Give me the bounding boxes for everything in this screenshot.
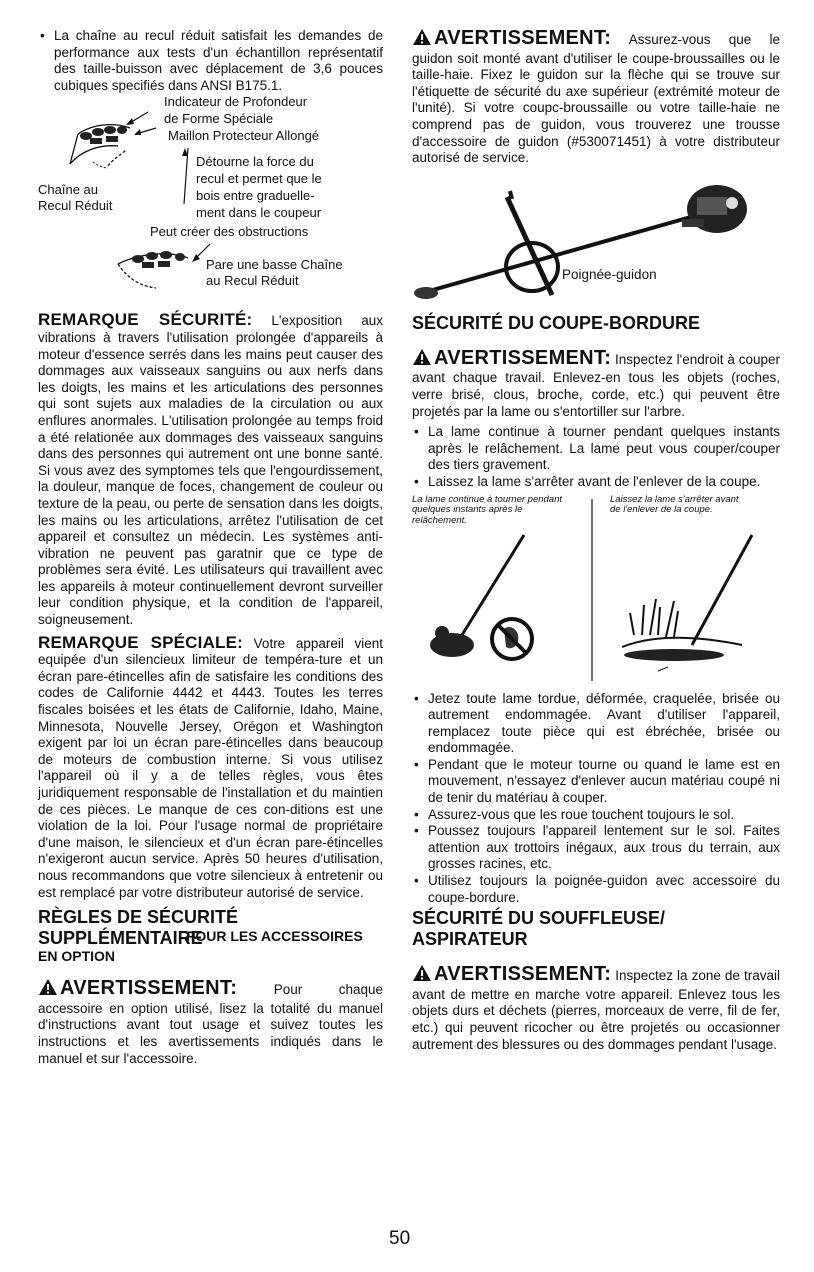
warning-triangle-icon (412, 964, 432, 987)
bullet-item: • Jetez toute lame tordue, déformée, craquelée, brisée ou autrement endommagée. Avant d'utiliser l'appareil, remplacez toute pièce qui est ébréchée, brisée ou endommagée. (412, 691, 780, 757)
label-maillon: Maillon Protecteur Allongé (168, 128, 320, 144)
avertissement-accessoires-paragraph (38, 978, 383, 1067)
label-peut: Peut créer des obstructions (150, 224, 309, 240)
remarque-securite-paragraph (38, 312, 383, 628)
securite-souffleuse-heading: SÉCURITÉ DU SOUFFLEUSE/ ASPIRATEUR (412, 908, 666, 950)
bullet-item: • Utilisez toujours la poignée-guidon avec accessoire du coupe-bordure. (412, 873, 780, 906)
label-pare-1: Pare une basse Chaîne (206, 257, 343, 273)
caption-laissez-lame: Laissez la lame s'arrêter avant de l'enlever de la coupe. (610, 493, 739, 515)
avertissement-label: AVERTISSEMENT: (60, 977, 238, 1000)
remarque-speciale-heading: REMARQUE SPÉCIALE: (38, 632, 244, 652)
bullet-item: • Pendant que le moteur tourne ou quand le lame est en mouvement, n'essayez d'enlever aucun matériau coupé ni de tenir du matériau à couper. (412, 757, 780, 807)
remarque-securite-text: L'exposition aux vibrations à travers l'utilisation prolongée d'appareils à moteur d'essence serrés dans les mains peut causer des dommages aux vaisseaux sanguins ou aux nerfs dans les doigts, les mains et les articulations des personnes qui sont sujets aux maladies de la circulation ou aux enflures anormales. L'utilisation prolongée au temps froid a été relationée aux dommages des vaisseaux sanguins dans des personnes qui autrement ont une bonne santé. Si vous avez des symptomes tels que l'engourdissement, la douleur, manque de foces, changement de couleur ou texture de la peau, ou perte de sensation dans les doigts, les mains ou les articulations, arrêtez l'utilisation de cet appareil et consultez un médecin. Les systèmes anti-vibration ne peuvent pas garatnir que ce type de problèmes sera évité. Les utilisateurs qui travaillent avec les appareils à moteur continuellement devront surveiller leur condition physique, et la condition de l'appareil, soigneusement. (38, 313, 383, 628)
trimmer-illustration (412, 175, 780, 303)
blade-safety-figure (412, 495, 780, 685)
bullet-item: • La lame continue à tourner pendant quelques instants après le relâchement. La lame peut vous couper/couper des tiers gravement. (412, 424, 780, 474)
warning-triangle-icon (412, 348, 432, 371)
blade-illustration (412, 495, 780, 685)
warning-triangle-icon (412, 28, 432, 51)
avertissement-coupe-paragraph (412, 348, 780, 420)
page-number: 50 (389, 1228, 411, 1249)
trimmer-handle-figure (412, 175, 780, 303)
chain-diagram (38, 94, 383, 304)
label-poignee-guidon: Poignée-guidon (562, 266, 657, 282)
avertissement-souffleuse-text: Inspectez la zone de travail avant de mettre en marche votre appareil. Enlevez tous les objets durs et déchets (pierres, morceaux de verre, fil de fer, etc.) qui peuvent ricocher ou être projetés ou occasionner autrement des blessures ou des dommages pendant l'usage. (412, 968, 780, 1052)
avertissement-coupe-text: Inspectez l'endroit à couper avant chaque travail. Enlevez-en tous les objets (roches, verre brisé, clous, broche, corde, etc.) qui peuvent être projetés par la lame ou s'entortiller sur l'arbre. (412, 351, 780, 419)
label-detourne-1: Détourne la force du (196, 154, 314, 170)
label-chaine-1: Chaîne au (38, 182, 98, 198)
label-detourne-3: bois entre graduelle- (196, 188, 315, 204)
label-indicateur: Indicateur de Profondeur (164, 94, 308, 110)
regles-heading-block (38, 907, 383, 964)
caption-lame-continue: La lame continue à tourner pendant quelques instants après le relâchement. (412, 493, 562, 526)
bullet-item: • Laissez la lame s'arrêter avant de l'enlever de la coupe. (412, 474, 780, 491)
label-detourne-2: recul et permet que le (196, 171, 322, 187)
avertissement-souffleuse-paragraph (412, 964, 780, 1053)
right-column (412, 28, 780, 1053)
label-chaine-2: Recul Réduit (38, 198, 113, 214)
regles-subheading-1: POUR LES ACCESSOIRES (186, 928, 363, 945)
label-pare-2: au Recul Réduit (206, 273, 299, 289)
avertissement-accessoires-text: Pour chaque accessoire en option utilisé, lisez la totalité du manuel d'instructions avant tout usage et suivez toutes les instructions et les avertissements indiqués dans le manuel et sur l'accessoire. (38, 982, 383, 1066)
regles-heading: RÈGLES DE SÉCURITÉ SUPPLÉMENTAIRE (38, 907, 239, 949)
avertissement-guidon-text: Assurez-vous que le guidon soit monté avant d'utiliser le coupe-broussailles ou le taille-haie. Fixez le guidon sur la flèche qui se trouve sur l'étiquette de sécurité du axe supérieur (extrémité moteur de l'unité). Si votre coupc-broussaille ou votre taille-haie ne comprend pas de guidon, vous trouverez une trousse d'accessoire de guidon (#530071451) à votre distributeur autorisé de service. (412, 32, 781, 166)
blade-bullets-a (412, 424, 780, 490)
avertissement-label: AVERTISSEMENT: (434, 963, 612, 986)
label-forme: de Forme Spéciale (164, 111, 274, 127)
bullet-item: • Poussez toujours l'appareil lentement sur le sol. Faites attention aux trottoirs inégaux, aux trous du terrain, aux grosses racines, etc. (412, 823, 780, 873)
regles-subheading-2: EN OPTION (38, 948, 116, 965)
bullet-item: • Assurez-vous que les roue touchent toujours le sol. (412, 807, 780, 824)
avertissement-label: AVERTISSEMENT: (434, 346, 612, 369)
label-detourne-4: ment dans le coupeur (196, 205, 322, 221)
securite-coupe-heading: SÉCURITÉ DU COUPE-BORDURE (412, 312, 701, 333)
avertissement-label: AVERTISSEMENT: (434, 27, 612, 49)
remarque-securite-heading: REMARQUE SÉCURITÉ: (38, 310, 253, 330)
chain-bullet-list (38, 28, 383, 94)
remarque-speciale-text: Votre appareil vient equipée d'un silencieux limiteur de tempéra-ture et un écran pare-étincelles afin de satisfaire les conditions des codes de Californie 4442 et 4443. Toutes les terres fiscales boisées et les états de Californie, Idaho, Maine, Minnesota, Nouvelle Jersey, Orégon et Washington exigent par loi un écran pare-étincelles dans beaucoup de moteurs de combustion interne. Si vous utilisez l'appareil où il y a de telles règles, vous êtes juridiquement responsable de l'installation et du maintien de ces pièces. Le manque de ces con-ditions est une violation de la loi. Pour l'usage normal de propriétaire d'une maison, le silencieux et d'un écran pare-étincelles n'exigeront aucun service. Après 50 heures d'utilisation, nous recommandons que votre silencieux à entretenir ou est remplacé par votre distributeur autorisé de service. (38, 635, 383, 900)
left-column (38, 28, 383, 1067)
remarque-speciale-paragraph (38, 632, 383, 902)
warning-triangle-icon (38, 978, 58, 1001)
avertissement-guidon-paragraph (412, 28, 780, 167)
blade-bullets-b (412, 691, 780, 907)
bullet-chain-text: • La chaîne au recul réduit satisfait les demandes de performance aux tests d'un échantillon représentatif des taille-buisson avec déplacement de 3,6 pouces cubiques specifiés dans ANSI B175.1. (38, 28, 383, 94)
